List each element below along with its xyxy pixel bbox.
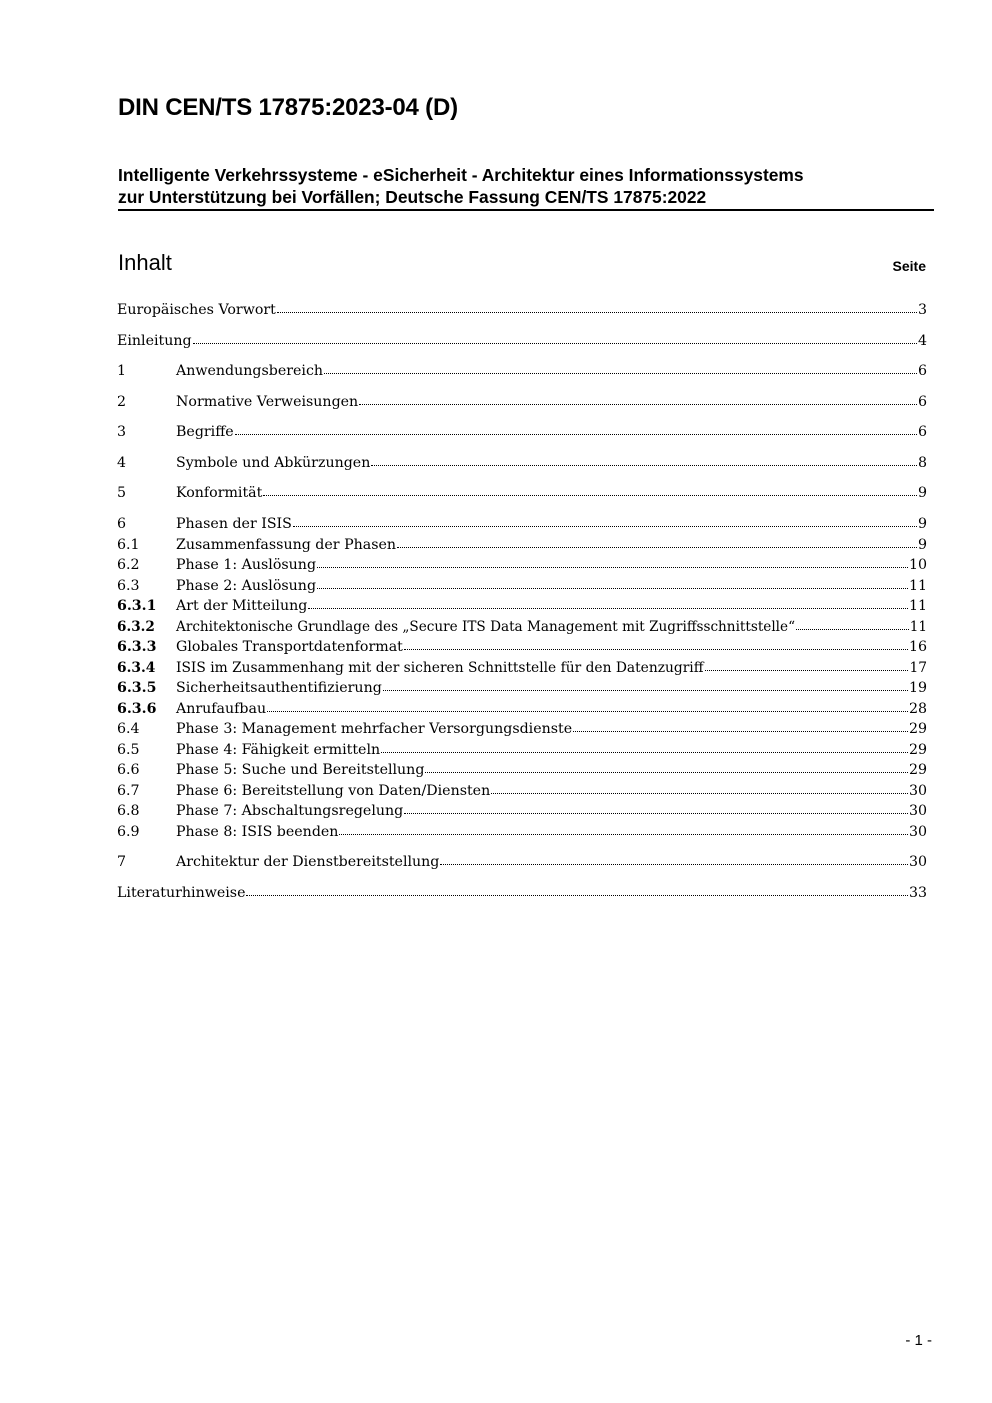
toc-entry-number: 6.3.5	[117, 680, 157, 696]
toc-entry-title: Normative Verweisungen	[176, 394, 359, 410]
toc-entry-page: 6	[917, 394, 927, 410]
toc-entry-page: 11	[909, 619, 927, 635]
toc-entry-page: 9	[917, 516, 927, 532]
toc-entry-title: Europäisches Vorwort	[117, 302, 276, 318]
toc-entry-number: 6.9	[117, 824, 140, 840]
toc-entry-number: 6.4	[117, 721, 140, 737]
toc-entry-page: 3	[917, 302, 927, 318]
toc-entry-number: 6.5	[117, 742, 140, 758]
toc-entry-title: Phase 8: ISIS beenden	[176, 824, 339, 840]
toc-entry-page: 9	[917, 485, 927, 501]
toc-entry[interactable]	[117, 739, 927, 759]
toc-entry-number: 3	[117, 424, 127, 440]
toc-entry-title: Phase 3: Management mehrfacher Versorgungsdienste	[176, 721, 573, 737]
toc-entry-page: 28	[908, 701, 927, 717]
toc-entry-page: 33	[908, 885, 927, 901]
toc-entry-page: 16	[908, 639, 927, 655]
toc-entry-page: 30	[908, 824, 927, 840]
toc-entry-page: 6	[917, 363, 927, 379]
toc-entry-page: 17	[909, 660, 927, 676]
toc-entry[interactable]	[117, 595, 927, 615]
toc-entry[interactable]	[117, 657, 927, 677]
toc-entry-title: Einleitung	[117, 333, 192, 349]
toc-entry[interactable]	[117, 882, 927, 902]
toc-entry-number: 6.1	[117, 537, 140, 553]
page-number: - 1 -	[905, 1332, 932, 1349]
toc-entry-title: Architektur der Dienstbereitstellung	[176, 854, 440, 870]
toc-entry[interactable]	[117, 534, 927, 554]
toc-entry-number: 6.3.3	[117, 639, 157, 655]
toc-entry-page: 30	[908, 783, 927, 799]
toc-entry[interactable]	[117, 330, 927, 350]
toc-entry-page: 30	[908, 854, 927, 870]
toc-entry-title: Art der Mitteilung	[176, 598, 308, 614]
subtitle-line-1: Intelligente Verkehrssysteme - eSicherheit - Architektur eines Informationssystems	[118, 165, 804, 185]
toc-entry-page: 30	[908, 803, 927, 819]
toc-entry[interactable]	[117, 421, 927, 441]
toc-entry-title: Phase 2: Auslösung	[176, 578, 317, 594]
toc-entry[interactable]	[117, 698, 927, 718]
toc-entry-page: 6	[917, 424, 927, 440]
toc-entry-title: ISIS im Zusammenhang mit der sicheren Schnittstelle für den Datenzugriff	[176, 660, 704, 676]
toc-entry-number: 6.8	[117, 803, 140, 819]
toc-entry-number: 6.3.4	[117, 660, 156, 676]
toc-entry-number: 2	[117, 394, 127, 410]
toc-entry-page: 10	[908, 557, 927, 573]
subtitle-line-2: zur Unterstützung bei Vorfällen; Deutsche Fassung CEN/TS 17875:2022	[118, 187, 707, 207]
toc-entry-number: 6.3.6	[117, 701, 157, 717]
toc-entry-number: 6	[117, 516, 127, 532]
toc-entry-number: 6.3.1	[117, 598, 157, 614]
toc-entry[interactable]	[117, 513, 927, 533]
toc-entry-title: Phase 7: Abschaltungsregelung	[176, 803, 404, 819]
toc-entry-number: 6.3.2	[117, 619, 155, 635]
toc-entry[interactable]	[117, 616, 927, 636]
toc-entry-title: Symbole und Abkürzungen	[176, 455, 371, 471]
toc-entry-title: Globales Transportdatenformat	[176, 639, 403, 655]
toc-entry-number: 7	[117, 854, 127, 870]
toc-entry-title: Sicherheitsauthentifizierung	[176, 680, 382, 696]
toc-entry-title: Konformität	[176, 485, 263, 501]
toc-heading: Inhalt	[118, 250, 172, 275]
toc-entry[interactable]	[117, 482, 927, 502]
toc-entry-page: 19	[908, 680, 927, 696]
toc-entry-page: 29	[908, 721, 927, 737]
toc-entry-number: 4	[117, 455, 127, 471]
toc-entry[interactable]	[117, 780, 927, 800]
toc-entry[interactable]	[117, 800, 927, 820]
toc-entry-number: 5	[117, 485, 127, 501]
toc-entry-title: Anrufaufbau	[176, 701, 267, 717]
toc-entry-title: Literaturhinweise	[117, 885, 246, 901]
toc-entry-page: 8	[917, 455, 927, 471]
toc-entry-title: Phase 5: Suche und Bereitstellung	[176, 762, 425, 778]
toc-entry[interactable]	[117, 677, 927, 697]
toc-entry-number: 1	[117, 363, 127, 379]
toc-entry[interactable]	[117, 821, 927, 841]
toc-entry[interactable]	[117, 851, 927, 871]
toc-entry-number: 6.2	[117, 557, 140, 573]
toc-entry-title: Phase 1: Auslösung	[176, 557, 317, 573]
toc-entry-title: Phase 4: Fähigkeit ermitteln	[176, 742, 381, 758]
toc-entry-title: Phasen der ISIS	[176, 516, 292, 532]
toc-entry-page: 11	[908, 598, 927, 614]
toc-entry-page: 4	[917, 333, 927, 349]
toc-entry[interactable]	[117, 452, 927, 472]
toc-entry-page: 29	[908, 742, 927, 758]
toc-entry[interactable]	[117, 636, 927, 656]
toc-entry[interactable]	[117, 759, 927, 779]
toc-entry-title: Begriffe	[176, 424, 234, 440]
toc-entry-page: 9	[917, 537, 927, 553]
toc-entry-number: 6.7	[117, 783, 140, 799]
toc-entry-title: Architektonische Grundlage des „Secure ITS Data Management mit Zugriffsschnittstelle“	[176, 619, 796, 635]
toc-entry[interactable]	[117, 360, 927, 380]
toc-entry-number: 6.6	[117, 762, 140, 778]
document-id: DIN CEN/TS 17875:2023-04 (D)	[118, 94, 458, 121]
toc-entry-title: Anwendungsbereich	[176, 363, 324, 379]
toc-page-label: Seite	[892, 258, 926, 274]
document-subtitle	[118, 164, 934, 211]
toc-entry[interactable]	[117, 554, 927, 574]
toc-entry-page: 11	[908, 578, 927, 594]
toc-entry[interactable]	[117, 299, 927, 319]
toc-entry-page: 29	[908, 762, 927, 778]
toc-entry-title: Zusammenfassung der Phasen	[176, 537, 397, 553]
toc-entry[interactable]	[117, 575, 927, 595]
toc-entry[interactable]	[117, 718, 927, 738]
toc-entry[interactable]	[117, 391, 927, 411]
toc-entry-number: 6.3	[117, 578, 140, 594]
toc-entry-title: Phase 6: Bereitstellung von Daten/Diensten	[176, 783, 491, 799]
